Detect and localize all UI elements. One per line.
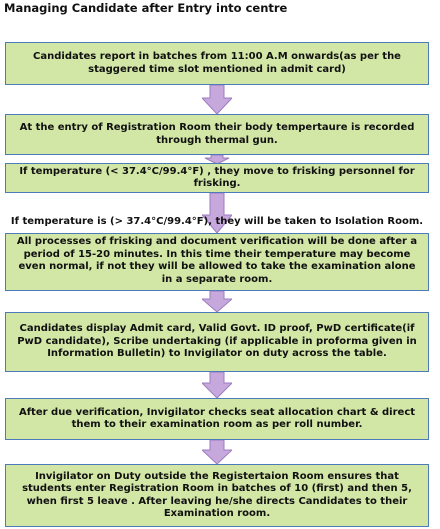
step-text: After due verification, Invigilator checks seat allocation chart & direct them to their examination room as per roll number. (18, 406, 416, 430)
down-arrow (202, 291, 232, 312)
down-arrow (202, 372, 232, 398)
step-text: If temperature (< 37.4°C/99.4°F) , they move to frisking personnel for frisking. (19, 165, 415, 189)
step-box-batch-entry (5, 464, 429, 527)
step-text: Invigilator on Duty outside the Registertaion Room ensures that students enter Registration Room in batches of 10 (first) and then 5, when first 5 leave . After leaving he/she directs Candidates to their Examination room. (22, 470, 412, 519)
high-temperature-note: If temperature is (> 37.4°C/99.4°F), they will be taken to Isolation Room. (10, 216, 424, 227)
step-text: At the entry of Registration Room their body tempertaure is recorded through thermal gun. (19, 122, 415, 146)
step-box-frisking-delay (5, 233, 429, 291)
step-box-normal-temperature (5, 163, 429, 193)
step-box-seat-allocation (5, 398, 429, 440)
step-text: Candidates display Admit card, Valid Govt. ID proof, PwD certificate(if PwD candidate), Scribe undertaking (if applicable in proforma given in Information Bulletin) to Invigilator on duty across the table. (17, 323, 417, 360)
step-box-document-display (5, 312, 429, 372)
diagram-title: Managing Candidate after Entry into centre (4, 1, 288, 15)
down-arrow (202, 85, 232, 114)
step-box-report-in-batches (5, 42, 429, 85)
step-text: All processes of frisking and document verification will be done after a period of 15-20 minutes. In this time their temperature may become even normal, if not they will be allowed to take the examination alone in a separate room. (16, 236, 418, 285)
step-text: Candidates report in batches from 11:00 A.M onwards(as per the staggered time slot mentioned in admit card) (33, 51, 401, 75)
step-box-thermal-check (5, 114, 429, 155)
down-arrow (202, 440, 232, 464)
